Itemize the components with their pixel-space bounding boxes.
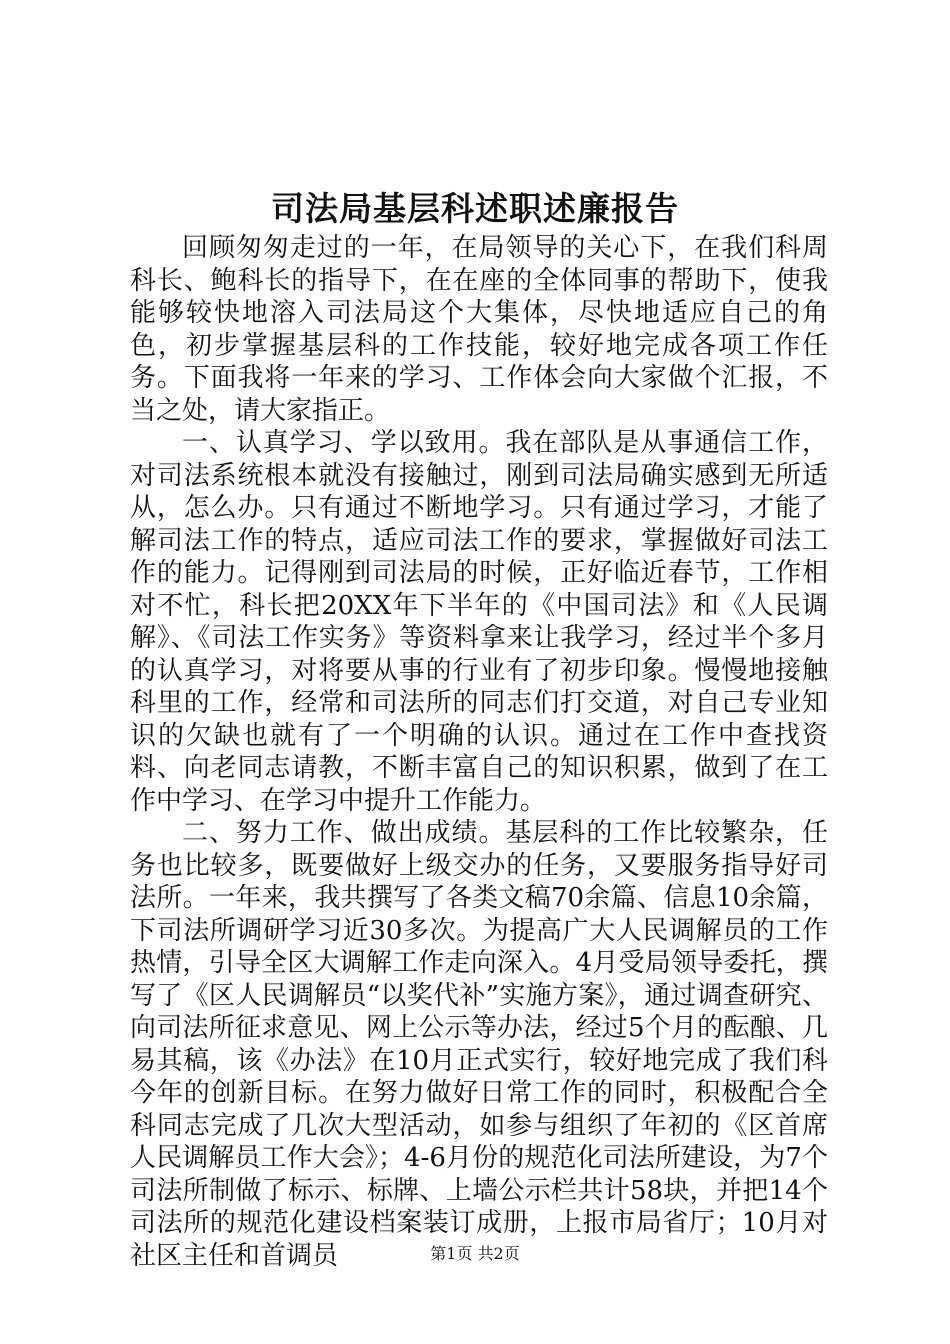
document-body [130,232,828,1272]
paragraph-study: 一、认真学习、学以致用。我在部队是从事通信工作，对司法系统根本就没有接触过，刚到司法局确实感到无所适从，怎么办。只有通过不断地学习。只有通过学习，才能了解司法工作的特点，适应司法工作的要求，掌握做好司法工作的能力。记得刚到司法局的时候，正好临近春节，工作相对不忙，科长把20XX年下半年的《中国司法》和《人民调解》、《司法工作实务》等资料拿来让我学习，经过半个多月的认真学习，对将要从事的行业有了初步印象。慢慢地接触科里的工作，经常和司法所的同志们打交道，对自己专业知识的欠缺也就有了一个明确的认识。通过在工作中查找资料、向老同志请教，不断丰富自己的知识积累，做到了在工作中学习、在学习中提升工作能力。 [130,428,828,816]
page-footer: 第1页 共2页 [430,1244,520,1263]
paragraph-work: 二、努力工作、做出成绩。基层科的工作比较繁杂，任务也比较多，既要做好上级交办的任务，又要服务指导好司法所。一年来，我共撰写了各类文稿70余篇、信息10余篇，下司法所调研学习近30多次。为提高广大人民调解员的工作热情，引导全区大调解工作走向深入。4月受局领导委托，撰写了《区人民调解员“以奖代补”实施方案》，通过调查研究、向司法所征求意见、网上公示等办法，经过5个月的酝酿、几易其稿，该《办法》在10月正式实行，较好地完成了我们科今年的创新目标。在努力做好日常工作的同时，积极配合全科同志完成了几次大型活动，如参与组织了年初的《区首席人民调解员工作大会》；4-6月份的规范化司法所建设，为7个司法所制做了标示、标牌、上墙公示栏共计58块，并把14个司法所的规范化建设档案装订成册，上报市局省厅；10月对社区主任和首调员 [130,818,828,1271]
document-title: 司法局基层科述职述廉报告 [271,189,679,228]
paragraph-intro: 回顾匆匆走过的一年，在局领导的关心下，在我们科周科长、鲍科长的指导下，在在座的全体同事的帮助下，使我能够较快地溶入司法局这个大集体，尽快地适应自己的角色，初步掌握基层科的工作技能，较好地完成各项工作任务。下面我将一年来的学习、工作体会向大家做个汇报，不当之处，请大家指正。 [130,233,828,426]
